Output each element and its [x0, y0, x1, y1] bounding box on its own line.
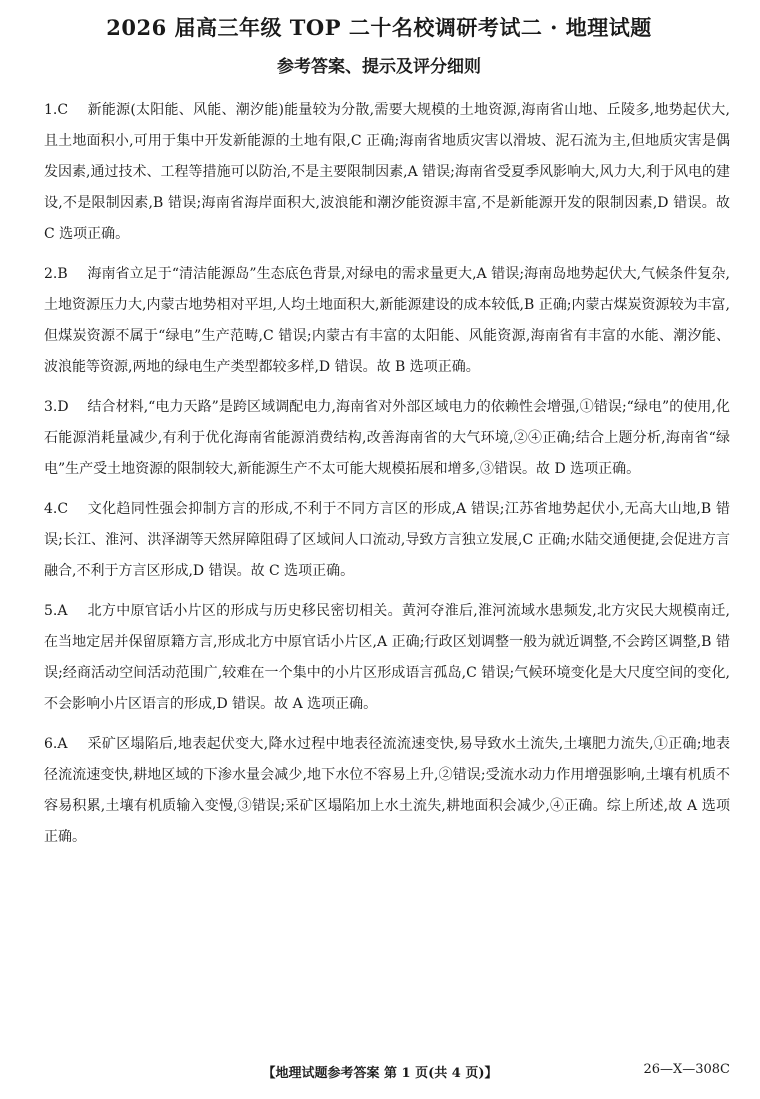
answer-item-2 [28, 259, 730, 383]
answer-explanation: 北方中原官话小片区的形成与历史移民密切相关。黄河夺淮后,淮河流域水患频发,北方灾民大规模南迁,在当地定居并保留原籍方言,形成北方中原官话小片区,A 正确;行政区划调整一般为就近调整,不会跨区调整,B 错误;经商活动空间活动范围广,较难在一个集中的小片区形成语言孤岛,C 错误;气候环境变化是大尺度空间的变化,不会影响小片区语言的形成,D 错误。故 A 选项正确。 [44, 603, 730, 712]
question-number: 2. [44, 266, 58, 282]
answer-list [28, 95, 730, 853]
question-number: 6. [44, 736, 58, 752]
answer-item-6 [28, 729, 730, 853]
answer-explanation: 结合材料,“电力天路”是跨区域调配电力,海南省对外部区域电力的依赖性会增强,①错误;“绿电”的使用,化石能源消耗量减少,有利于优化海南省能源消费结构,改善海南省的大气环境,②④正确;结合上题分析,海南省“绿电”生产受土地资源的限制较大,新能源生产不太可能大规模拓展和增多,③错误。故 D 选项正确。 [44, 399, 730, 477]
answer-item-4 [28, 494, 730, 587]
question-number: 1. [44, 102, 58, 118]
answer-letter: D [57, 399, 69, 415]
answer-letter: A [57, 603, 68, 619]
question-number: 5. [44, 603, 58, 619]
answer-explanation: 文化趋同性强会抑制方言的形成,不利于不同方言区的形成,A 错误;江苏省地势起伏小,无高大山地,B 错误;长江、淮河、洪泽湖等天然屏障阻碍了区域间人口流动,导致方言独立发展,C 正确;水陆交通便捷,会促进方言融合,不利于方言区形成,D 错误。故 C 选项正确。 [44, 501, 730, 579]
answer-letter: C [57, 501, 69, 517]
page-title: 2026 届高三年级 TOP 二十名校调研考试二 · 地理试题 [106, 15, 652, 40]
answer-letter: A [57, 736, 68, 752]
answer-letter: B [57, 266, 68, 282]
answer-item-3 [28, 392, 730, 485]
footer-exam-code: 26—X—308C [643, 1062, 730, 1077]
answer-letter: C [57, 102, 69, 118]
page-subtitle: 参考答案、提示及评分细则 [277, 57, 481, 77]
footer-page-info: 【地理试题参考答案 第 1 页(共 4 页)】 [262, 1066, 498, 1081]
answer-explanation: 新能源(太阳能、风能、潮汐能)能量较为分散,需要大规模的土地资源,海南省山地、丘陵多,地势起伏大,且土地面积小,可用于集中开发新能源的土地有限,C 正确;海南省地质灾害以滑坡、泥石流为主,但地质灾害是偶发因素,通过技术、工程等措施可以防治,不是主要限制因素,A 错误;海南省受夏季风影响大,风力大,利于风电的建设,不是限制因素,B 错误;海南省海岸面积大,波浪能和潮汐能资源丰富,不是新能源开发的限制因素,D 错误。故 C 选项正确。 [44, 102, 730, 242]
answer-item-1 [28, 95, 730, 250]
answer-explanation: 海南省立足于“清洁能源岛”生态底色背景,对绿电的需求量更大,A 错误;海南岛地势起伏大,气候条件复杂,土地资源压力大,内蒙古地势相对平坦,人均土地面积大,新能源建设的成本较低,B 正确;内蒙古煤炭资源较为丰富,但煤炭资源不属于“绿电”生产范畴,C 错误;内蒙古有丰富的太阳能、风能资源,海南省有丰富的水能、潮汐能、波浪能等资源,两地的绿电生产类型都较多样,D 错误。故 B 选项正确。 [44, 266, 730, 375]
answer-item-5 [28, 596, 730, 720]
page-footer [0, 1062, 760, 1081]
question-number: 3. [44, 399, 58, 415]
answer-explanation: 采矿区塌陷后,地表起伏变大,降水过程中地表径流流速变快,易导致水土流失,土壤肥力流失,①正确;地表径流流速变快,耕地区域的下渗水量会减少,地下水位不容易上升,②错误;受流水动力作用增强影响,土壤有机质不容易积累,土壤有机质输入变慢,③错误;采矿区塌陷加上水土流失,耕地面积会减少,④正确。综上所述,故 A 选项正确。 [44, 736, 730, 845]
question-number: 4. [44, 501, 58, 517]
